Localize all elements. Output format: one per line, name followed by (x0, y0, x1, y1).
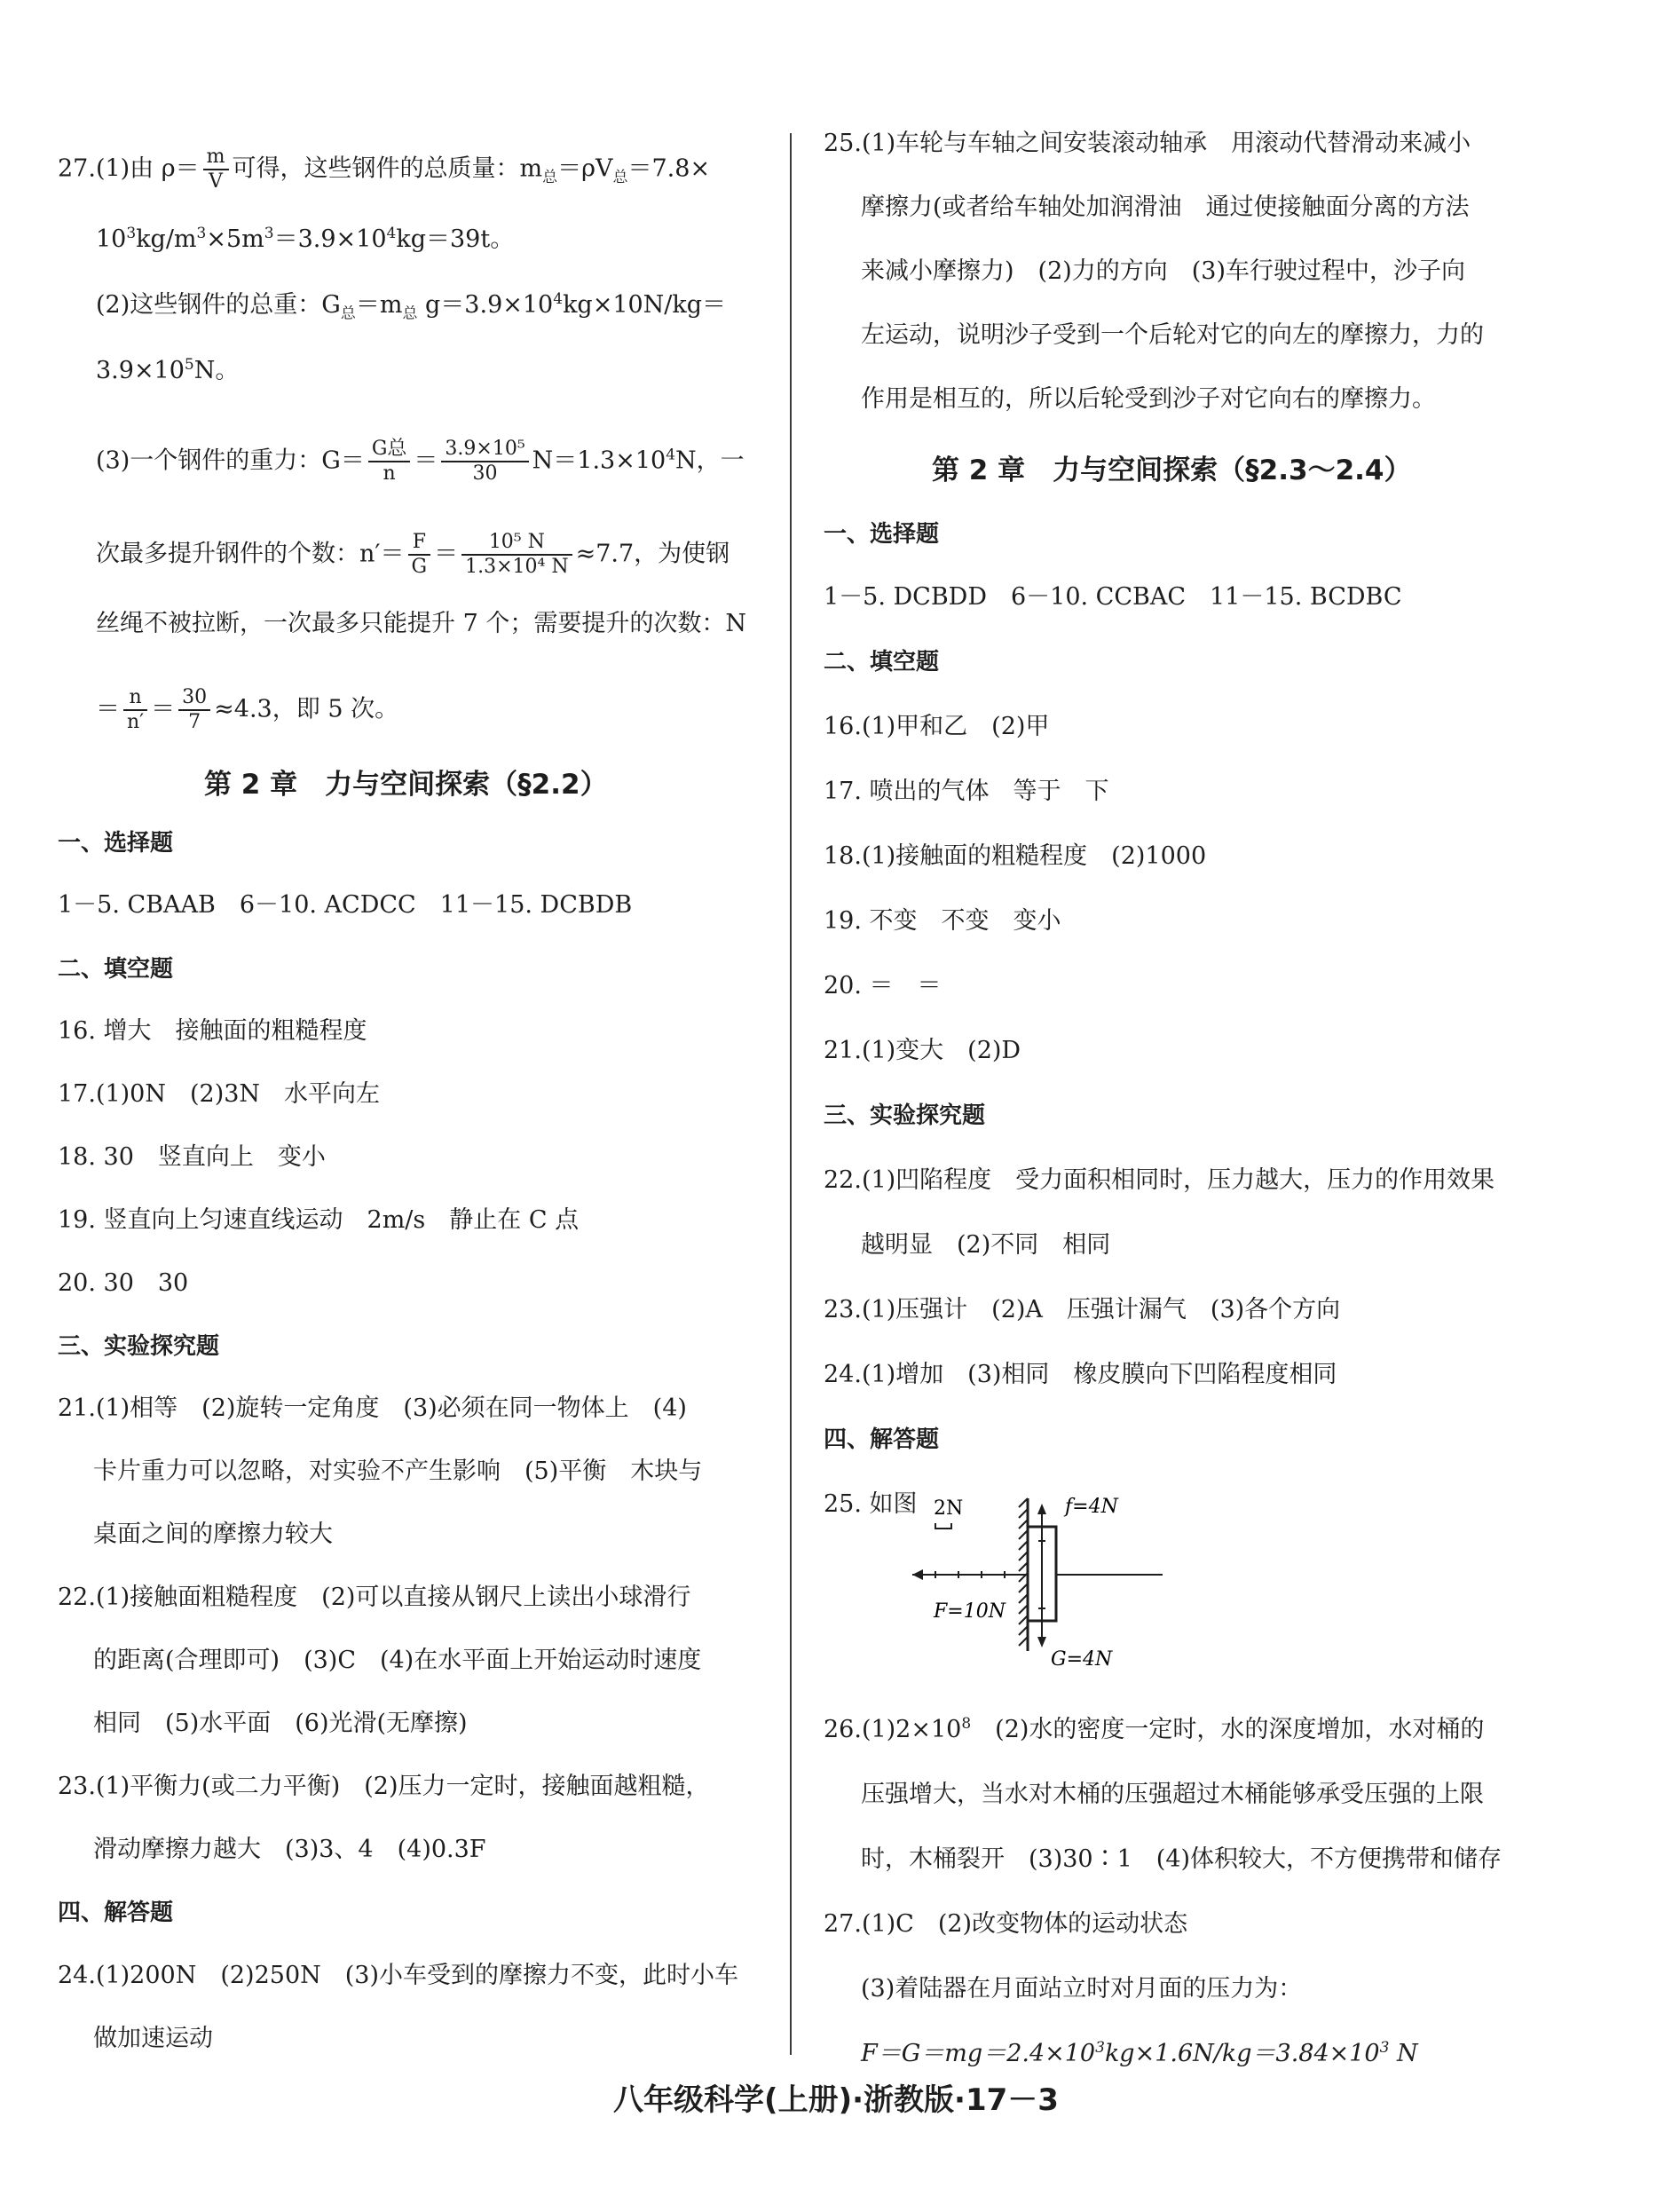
experiment-answer-23-cont: 滑动摩擦力越大 (3)3、4 (4)0.3F (93, 1836, 486, 1863)
superscript: 3 (1379, 2039, 1390, 2057)
frac-den: 7 (188, 711, 201, 733)
text: ＝m (355, 291, 403, 319)
q27-line6 (96, 531, 730, 579)
q27-line3 (96, 289, 726, 321)
text: ≈4.3，即 5 次。 (214, 695, 399, 723)
text: F＝G＝mg＝2.4×10 (861, 2040, 1096, 2067)
superscript: 3 (126, 225, 137, 242)
fill-answer-20: 20. ＝ ＝ (824, 972, 942, 999)
text: (3)一个钢件的重力：G＝ (96, 446, 365, 475)
section-heading-experiment: 三、实验探究题 (824, 1102, 986, 1129)
fraction (123, 686, 147, 734)
experiment-answer-22-cont: 相同 (5)水平面 (6)光滑(无摩擦) (93, 1710, 468, 1737)
fill-answer-18: 18. 30 竖直向上 变小 (58, 1143, 326, 1171)
f-label: f=4N (1065, 1496, 1118, 1518)
force-diagram (896, 1491, 1163, 1669)
fill-answer-19: 19. 不变 不变 变小 (824, 907, 1061, 935)
experiment-answer-22-cont: 越明显 (2)不同 相同 (861, 1231, 1111, 1259)
scale-bracket (935, 1523, 951, 1529)
chapter-title-2-2: 第 2 章 力与空间探索（§2.2） (204, 769, 608, 801)
scale-label: 2N (934, 1497, 964, 1520)
text: g＝3.9×10 (417, 291, 554, 319)
answer-26-cont: 压强增大，当水对木桶的压强超过木桶能够承受压强的上限 (861, 1781, 1484, 1808)
section-heading-fill: 二、填空题 (824, 649, 940, 675)
section-heading-answer: 四、解答题 (824, 1426, 940, 1453)
section-heading-fill: 二、填空题 (58, 956, 174, 983)
frac-den: n′ (127, 711, 145, 733)
fill-answer-17: 17.(1)0N (2)3N 水平向左 (58, 1080, 381, 1108)
superscript: 3 (196, 225, 207, 242)
experiment-answer-22-cont: 的距离(合理即可) (3)C (4)在水平面上开始运动时速度 (93, 1647, 702, 1674)
fill-answer-16: 16.(1)甲和乙 (2)甲 (824, 713, 1050, 740)
F-arrow-head (912, 1569, 923, 1580)
page-footer: 八年级科学(上册)·浙教版·17－3 (613, 2082, 1059, 2118)
text: N，一 (675, 446, 745, 475)
answer-27-cont: (3)着陆器在月面站立时对月面的压力为： (861, 1975, 1303, 2003)
answer-25-cont: 摩擦力(或者给车轴处加润滑油 通过使接触面分离的方法 (861, 194, 1470, 221)
fill-answer-19: 19. 竖直向上匀速直线运动 2m/s 静止在 C 点 (58, 1206, 580, 1234)
q27-line1 (58, 146, 710, 194)
text: ＝ (151, 695, 176, 723)
text: kg×10N/kg＝ (563, 291, 727, 319)
text: ＝3.9×10 (273, 225, 387, 253)
section-heading-choice: 一、选择题 (58, 830, 174, 857)
answer-27: 27.(1)C (2)改变物体的运动状态 (824, 1910, 1188, 1938)
answer-25-cont: 左运动，说明沙子受到一个后轮对它的向左的摩擦力，力的 (861, 321, 1484, 349)
fraction (461, 531, 572, 579)
F-label: F=10N (934, 1600, 1006, 1623)
text: kg＝39t。 (396, 225, 515, 253)
fill-answer-21: 21.(1)变大 (2)D (824, 1037, 1021, 1064)
text: kg/m (136, 225, 197, 253)
section-heading-choice: 一、选择题 (824, 521, 940, 548)
q27-line7: 丝绳不被拉断，一次最多只能提升 7 个；需要提升的次数：N (96, 610, 746, 637)
fraction (178, 686, 210, 734)
answer-26 (824, 1714, 1484, 1746)
text: ＝7.8× (627, 154, 711, 183)
text: ＝ (96, 695, 120, 723)
frac-den: V (209, 170, 224, 193)
superscript: 5 (184, 356, 194, 374)
text: 10 (96, 225, 127, 253)
superscript: 4 (386, 225, 397, 242)
answer-25-figure-label: 25. 如图 (824, 1490, 918, 1518)
text: N＝1.3×10 (532, 446, 666, 475)
text: kg×1.6N/kg＝3.84×10 (1104, 2040, 1380, 2067)
text: ＝ (414, 446, 438, 475)
fill-answer-18: 18.(1)接触面的粗糙程度 (2)1000 (824, 842, 1207, 870)
answer-27-formula (861, 2038, 1418, 2070)
chapter-title-2-3-2-4: 第 2 章 力与空间探索（§2.3～2.4） (932, 454, 1412, 486)
q27-line2 (96, 224, 514, 256)
text: ×5m (206, 225, 264, 253)
frac-num: 10⁵ N (461, 531, 572, 556)
superscript: 3 (264, 225, 274, 242)
text: 次最多提升钢件的个数：n′＝ (96, 540, 405, 568)
section-heading-experiment: 三、实验探究题 (58, 1333, 220, 1360)
text: ≈7.7，为使钢 (575, 540, 730, 568)
choice-answers: 1－5. DCBDD 6－10. CCBAC 11－15. BCDBC (824, 583, 1402, 611)
frac-num: 30 (178, 686, 210, 711)
G-label: G=4N (1051, 1648, 1113, 1669)
answer-25-cont: 作用是相互的，所以后轮受到沙子对它向右的摩擦力。 (861, 385, 1436, 413)
text: 27.(1)由 ρ＝ (58, 154, 200, 183)
text: ＝ρV (557, 154, 613, 183)
fill-answer-20: 20. 30 30 (58, 1269, 189, 1297)
subscript: 总 (402, 304, 418, 323)
frac-den: 1.3×10⁴ N (465, 556, 569, 578)
frac-num: m (203, 146, 229, 170)
experiment-answer-21-cont: 卡片重力可以忽略，对实验不产生影响 (5)平衡 木块与 (93, 1458, 703, 1485)
q27-line4 (96, 355, 239, 387)
experiment-answer-23: 23.(1)平衡力(或二力平衡) (2)压力一定时，接触面越粗糙， (58, 1773, 710, 1800)
G-arrow-head (1037, 1637, 1046, 1647)
subscript: 总 (340, 304, 356, 323)
fill-answer-16: 16. 增大 接触面的粗糙程度 (58, 1017, 367, 1045)
fraction-m-over-V (203, 146, 229, 194)
superscript: 4 (666, 446, 676, 464)
answer-24-cont: 做加速运动 (93, 2025, 213, 2052)
text: N (1389, 2040, 1418, 2067)
fill-answer-17: 17. 喷出的气体 等于 下 (824, 778, 1109, 805)
answer-26-cont: 时，木桶裂开 (3)30∶1 (4)体积较大，不方便携带和储存 (861, 1845, 1502, 1873)
experiment-answer-21: 21.(1)相等 (2)旋转一定角度 (3)必须在同一物体上 (4) (58, 1394, 687, 1422)
frac-den: 30 (472, 462, 498, 485)
column-divider (790, 133, 792, 2055)
frac-num: 3.9×10⁵ (441, 438, 528, 462)
fraction (441, 438, 528, 486)
frac-num: G总 (368, 438, 411, 462)
superscript: 3 (1095, 2039, 1105, 2057)
f-arrow-head (1037, 1504, 1046, 1514)
text: ＝ (434, 540, 459, 568)
answer-25: 25.(1)车轮与车轴之间安装滚动轴承 用滚动代替滑动来减小 (824, 130, 1471, 157)
frac-den: G (411, 556, 428, 578)
subscript: 总 (542, 168, 558, 186)
section-heading-answer: 四、解答题 (58, 1900, 174, 1926)
text: 26.(1)2×10 (824, 1716, 962, 1743)
text: (2)这些钢件的总重：G (96, 291, 341, 319)
text: N。 (193, 357, 240, 384)
superscript: 4 (553, 290, 564, 308)
experiment-answer-23: 23.(1)压强计 (2)A 压强计漏气 (3)各个方向 (824, 1296, 1341, 1323)
choice-answers: 1－5. CBAAB 6－10. ACDCC 11－15. DCBDB (58, 891, 633, 919)
subscript: 总 (612, 168, 628, 186)
experiment-answer-22: 22.(1)接触面粗糙程度 (2)可以直接从钢尺上读出小球滑行 (58, 1584, 691, 1611)
text: 3.9×10 (96, 357, 185, 384)
text: 可得，这些钢件的总质量：m (232, 154, 543, 183)
q27-line8 (96, 686, 398, 734)
answer-24: 24.(1)200N (2)250N (3)小车受到的摩擦力不变，此时小车 (58, 1962, 738, 1989)
superscript: 8 (961, 1715, 972, 1733)
frac-num: n (123, 686, 147, 711)
answer-25-cont: 来减小摩擦力) (2)力的方向 (3)车行驶过程中，沙子向 (861, 257, 1466, 285)
fraction (408, 531, 431, 579)
frac-num: F (408, 531, 431, 556)
q27-line5 (96, 438, 745, 486)
text: (2)水的密度一定时，水的深度增加，水对桶的 (971, 1716, 1485, 1743)
fraction (368, 438, 411, 486)
experiment-answer-22: 22.(1)凹陷程度 受力面积相同时，压力越大，压力的作用效果 (824, 1166, 1495, 1194)
experiment-answer-24: 24.(1)增加 (3)相同 橡皮膜向下凹陷程度相同 (824, 1361, 1337, 1388)
frac-den: n (383, 462, 396, 485)
experiment-answer-21-cont: 桌面之间的摩擦力较大 (93, 1521, 333, 1548)
